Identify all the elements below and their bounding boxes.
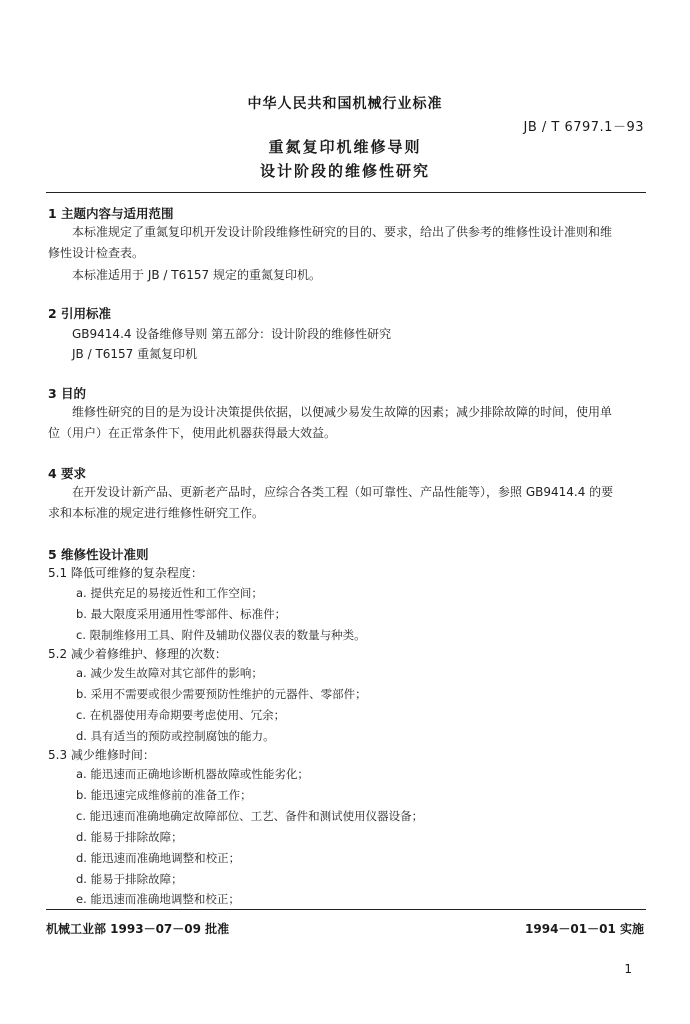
document-subtitle: 设计阶段的维修性研究 — [259, 162, 430, 180]
section-4-paragraph: 在开发设计新产品、更新老产品时，应综合各类工程（如可靠性、产品性能等），参照 GB9414.4 的要求和本标准的规定进行维修性研究工作。 — [48, 485, 614, 520]
section-1-paragraph: 本标准规定了重氮复印机开发设计阶段维修性研究的目的、要求，给出了供参考的维修性设计准则和维修性设计检查表。 — [48, 225, 613, 260]
section-4-heading: 4 要求 — [48, 466, 87, 481]
section-1-heading: 1 主题内容与适用范围 — [48, 206, 174, 221]
subsection-5-1-title: 5.1 降低可维修的复杂程度： — [48, 566, 203, 580]
footer-rule — [46, 909, 646, 910]
subsection-5-3-title: 5.3 减少维修时间： — [48, 748, 155, 762]
section-2-heading: 2 引用标准 — [48, 306, 112, 321]
standard-organization: 中华人民共和国机械行业标准 — [247, 96, 443, 112]
document-title: 重氮复印机维修导则 — [268, 138, 422, 156]
list-item: e. 能迅速而准确地调整和校正； — [76, 892, 240, 906]
list-item: d. 能易于排除故障； — [76, 872, 183, 886]
list-item: a. 提供充足的易接近性和工作空间； — [76, 586, 263, 600]
list-item: a. 减少发生故障对其它部件的影响； — [76, 666, 263, 680]
list-item: b. 采用不需要或很少需要预防性维护的元器件、零部件； — [76, 687, 367, 701]
section-3-heading: 3 目的 — [48, 386, 87, 401]
list-item: a. 能迅速而正确地诊断机器故障或性能劣化； — [76, 767, 309, 781]
list-item: d. 具有适当的预防或控制腐蚀的能力。 — [76, 729, 275, 743]
list-item: d. 能易于排除故障； — [76, 830, 183, 844]
list-item: c. 限制维修用工具、附件及辅助仪器仪表的数量与种类。 — [76, 628, 366, 642]
header-rule — [46, 192, 646, 193]
effective-date: 1994－01－01 实施 — [525, 922, 644, 936]
section-3-paragraph: 维修性研究的目的是为设计决策提供依据，以便减少易发生故障的因素；减少排除故障的时间，使用单位（用户）在正常条件下，使用此机器获得最大效益。 — [48, 405, 613, 440]
list-item: b. 能迅速完成维修前的准备工作； — [76, 788, 252, 802]
reference-item: JB / T6157 重氮复印机 — [72, 347, 198, 361]
subsection-5-2-title: 5.2 减少着修维护、修理的次数： — [48, 647, 227, 661]
list-item: c. 在机器使用寿命期要考虑使用、冗余； — [76, 708, 286, 722]
page-number: 1 — [624, 962, 632, 976]
section-1-scope: 本标准适用于 JB / T6157 规定的重氮复印机。 — [72, 268, 321, 282]
reference-item: GB9414.4 设备维修导则 第五部分：设计阶段的维修性研究 — [72, 327, 392, 341]
standard-code: JB / T 6797.1－93 — [523, 120, 644, 135]
section-5-heading: 5 维修性设计准则 — [48, 547, 149, 562]
list-item: b. 最大限度采用通用性零部件、标准件； — [76, 607, 287, 621]
list-item: c. 能迅速而准确地确定故障部位、工艺、备件和测试使用仪器设备； — [76, 809, 424, 823]
approval-date: 机械工业部 1993－07－09 批准 — [46, 922, 230, 936]
list-item: d. 能迅速而准确地调整和校正； — [76, 851, 241, 865]
